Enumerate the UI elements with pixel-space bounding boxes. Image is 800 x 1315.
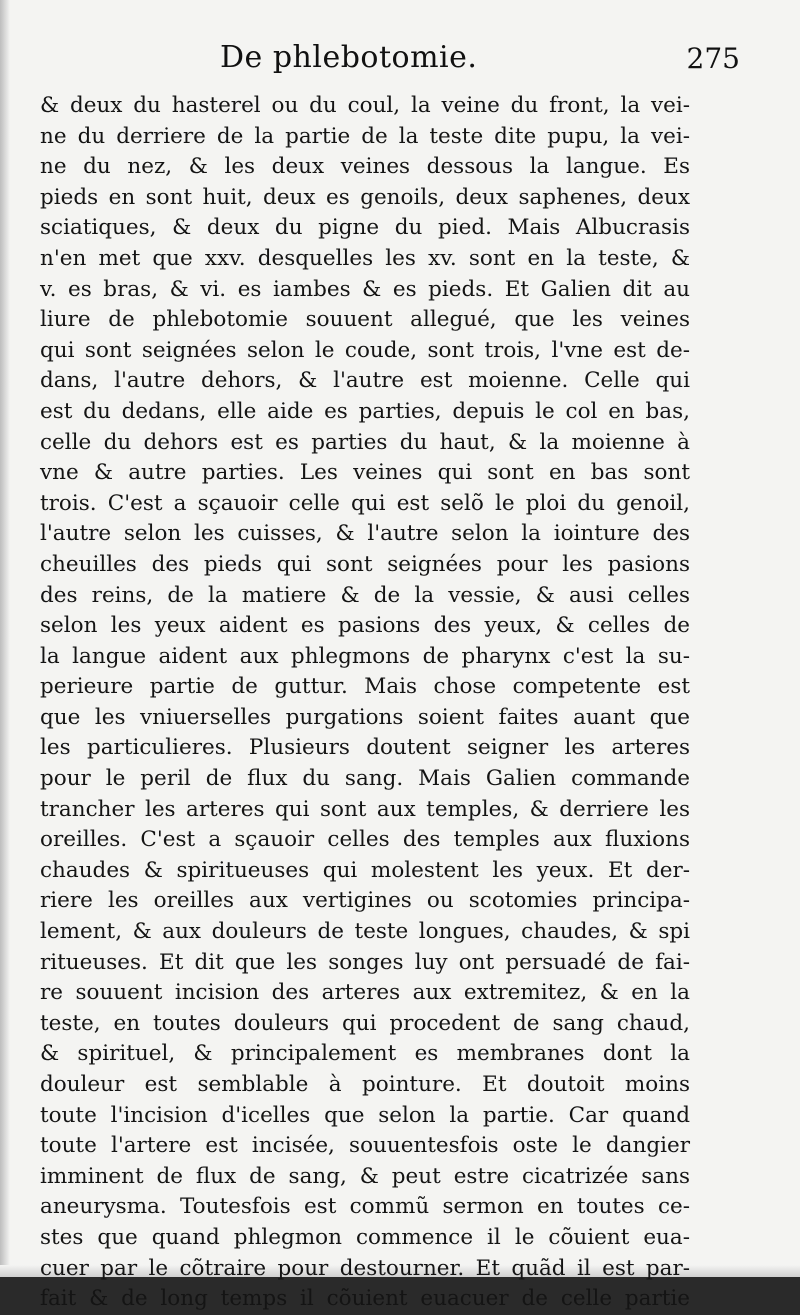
text-line: cheuilles des pieds qui sont seignées pour les pasions	[40, 551, 690, 577]
text-line: stes que quand phlegmon commence il le cõuient eua-	[40, 1224, 690, 1250]
text-line: est du dedans, elle aide es parties, depuis le col en bas,	[40, 398, 690, 424]
text-line: & deux du hasterel ou du coul, la veine du front, la vei-	[40, 93, 690, 118]
body-text	[40, 91, 690, 1315]
page-edge-shadow	[0, 0, 10, 1277]
running-title: De phlebotomie.	[220, 40, 478, 75]
text-line: liure de phlebotomie souuent allegué, que les veines	[40, 307, 690, 333]
text-line: toute l'artere est incisée, souuentesfois oste le dangier	[40, 1133, 690, 1159]
text-line: vne & autre parties. Les veines qui sont en bas sont	[40, 460, 690, 486]
text-line: chaudes & spiritueuses qui molestent les yeux. Et der-	[40, 857, 690, 883]
text-line: & spirituel, & principalement es membranes dont la	[40, 1041, 690, 1067]
text-line: ne du nez, & les deux veines dessous la langue. Es	[40, 154, 690, 180]
text-line: re souuent incision des arteres aux extremitez, & en la	[40, 980, 690, 1006]
text-line: sciatiques, & deux du pigne du pied. Mais Albucrasis	[40, 215, 690, 241]
text-line: trois. C'est a sçauoir celle qui est selõ le ploi du genoil,	[40, 490, 690, 516]
text-line: ne du derriere de la partie de la teste dite pupu, la vei-	[40, 123, 690, 149]
text-line: l'autre selon les cuisses, & l'autre selon la iointure des	[40, 521, 690, 547]
text-line: perieure partie de guttur. Mais chose competente est	[40, 674, 690, 700]
text-line: v. es bras, & vi. es iambes & es pieds. Et Galien dit au	[40, 276, 690, 302]
text-line: la langue aident aux phlegmons de pharynx c'est la su-	[40, 643, 690, 669]
text-line: fait & de long temps il cõuient euacuer de celle partie	[40, 1286, 690, 1312]
text-line: aneurysma. Toutesfois est commũ sermon en toutes ce-	[40, 1194, 690, 1220]
text-line: que les vniuerselles purgations soient faites auant que	[40, 704, 690, 730]
text-line: teste, en toutes douleurs qui procedent de sang chaud,	[40, 1010, 690, 1036]
text-line: riere les oreilles aux vertigines ou scotomies principa-	[40, 888, 690, 914]
text-line: douleur est semblable à pointure. Et doutoit moins	[40, 1072, 690, 1097]
text-line: pour le peril de flux du sang. Mais Galien commande	[40, 766, 690, 792]
text-line: ritueuses. Et dit que les songes luy ont persuadé de fai-	[40, 949, 690, 975]
text-line: trancher les arteres qui sont aux temples, & derriere les	[40, 796, 690, 822]
text-line: selon les yeux aident es pasions des yeux, & celles de	[40, 613, 690, 639]
text-line: des reins, de la matiere & de la vessie, & ausi celles	[40, 582, 690, 608]
text-line: celle du dehors est es parties du haut, & la moienne à	[40, 429, 690, 455]
text-line: dans, l'autre dehors, & l'autre est moienne. Celle qui	[40, 368, 690, 394]
text-line: lement, & aux douleurs de teste longues, chaudes, & spi	[40, 919, 690, 945]
text-line: oreilles. C'est a sçauoir celles des temples aux fluxions	[40, 827, 690, 853]
text-line: qui sont seignées selon le coude, sont trois, l'vne est de-	[40, 337, 690, 363]
text-line: pieds en sont huit, deux es genoils, deux saphenes, deux	[40, 184, 690, 210]
page-header	[40, 40, 740, 90]
text-line: les particulieres. Plusieurs doutent seigner les arteres	[40, 735, 690, 761]
text-line: cuer par le cõtraire pour destourner. Et quãd il est par-	[40, 1255, 690, 1281]
text-line: n'en met que xxv. desquelles les xv. sont en la teste, &	[40, 245, 690, 271]
text-line: imminent de flux de sang, & peut estre cicatrizée sans	[40, 1163, 690, 1189]
text-line: toute l'incision d'icelles que selon la partie. Car quand	[40, 1102, 690, 1128]
page-number: 275	[686, 42, 740, 75]
